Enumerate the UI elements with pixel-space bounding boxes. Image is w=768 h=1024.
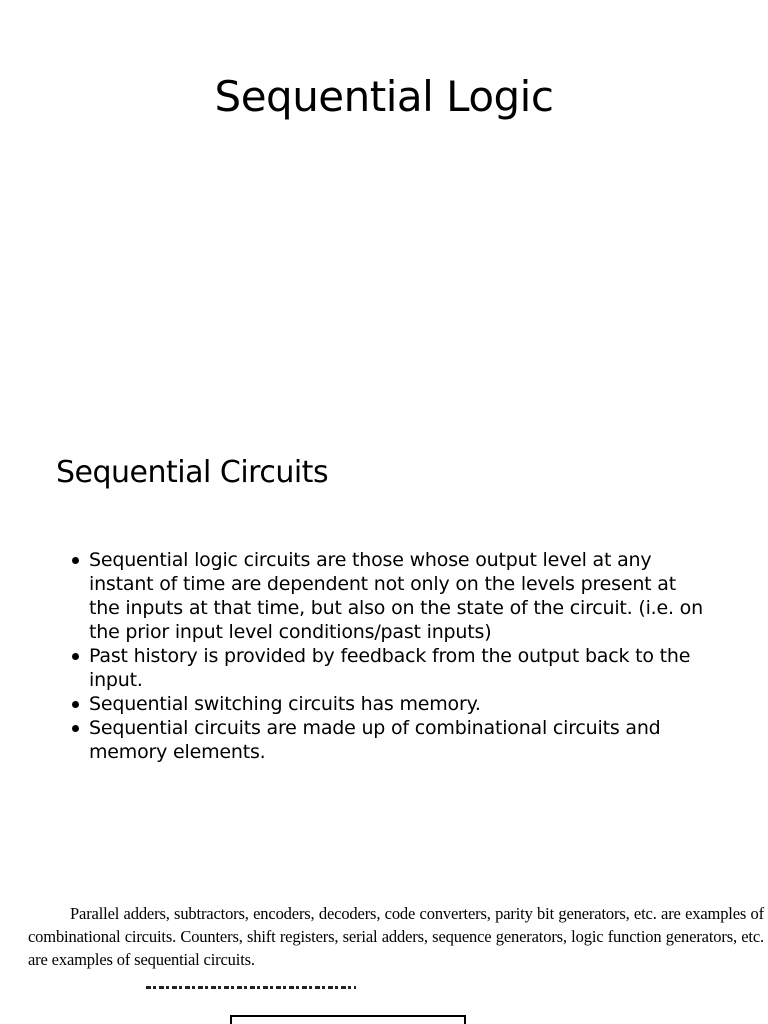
- slide-title: Sequential Logic: [214, 72, 554, 121]
- scanned-excerpt: [0, 900, 768, 1024]
- bullet-item: [70, 716, 710, 764]
- bullet-item: [70, 548, 710, 644]
- bullet-text: Sequential logic circuits are those whose output level at any instant of time are dependent not only on the levels present at the inputs at that time, but also on the state of the circuit. (i.e. on the prior input level conditions/past inputs): [89, 549, 703, 643]
- section-heading: Sequential Circuits: [56, 455, 329, 490]
- bullet-item: [70, 644, 710, 692]
- bullet-list: [70, 548, 710, 764]
- bullet-dot-icon: [72, 653, 79, 660]
- cropped-diagram-box: [230, 1015, 466, 1024]
- bullet-text: Sequential circuits are made up of combinational circuits and memory elements.: [89, 717, 661, 763]
- bullet-text: Sequential switching circuits has memory.: [89, 693, 481, 715]
- bullet-dot-icon: [72, 701, 79, 708]
- cropped-caption-line: [146, 984, 356, 992]
- bullet-dot-icon: [72, 557, 79, 564]
- bullet-item: [70, 692, 710, 716]
- bullet-text: Past history is provided by feedback from the output back to the input.: [89, 645, 691, 691]
- bullet-dot-icon: [72, 725, 79, 732]
- scanned-paragraph: Parallel adders, subtractors, encoders, decoders, code converters, parity bit generators, etc. are examples of combinational circuits. Counters, shift registers, serial adders, sequence generators, logic function generators, etc. are examples of sequential circuits.: [28, 904, 764, 969]
